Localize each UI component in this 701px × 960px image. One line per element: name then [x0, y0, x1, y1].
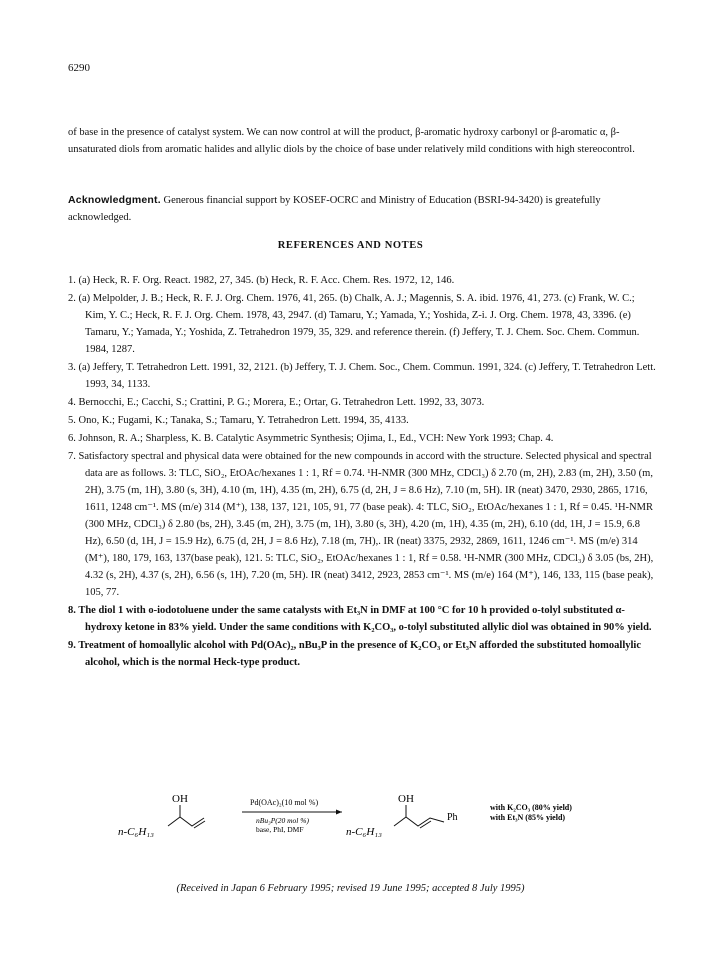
- reference-item: [68, 272, 658, 289]
- reference-number: 7.: [68, 451, 76, 462]
- product-skeleton: [394, 817, 444, 826]
- reference-text: Johnson, R. A.; Sharpless, K. B. Catalytic Asymmetric Synthesis; Ojima, I., Ed., VCH: New York 1993; Chap. 4.: [78, 433, 554, 444]
- reference-item: [68, 430, 658, 447]
- reference-number: 3.: [68, 362, 76, 373]
- page-number: 6290: [68, 62, 90, 74]
- reference-item: [68, 290, 658, 358]
- reaction-arrowhead-icon: [336, 810, 342, 815]
- reference-number: 9.: [68, 640, 76, 651]
- reference-text: (a) Melpolder, J. B.; Heck, R. F. J. Org. Chem. 1976, 41, 265. (b) Chalk, A. J.; Magennis, S. A. ibid. 1976, 41, 273. (c) Frank, W. C.; Kim, Y. C.; Heck, R. F. J. Org. Chem. 1978, 43, 2947. (d) Tamaru, Y.; Yamada, Y.; Yoshida, Z-i. J. Org. Chem. 1978, 43, 3396. (e) Tamaru, Y.; Yamada, Y.; Yoshida, Z. Tetrahedron 1979, 35, 329. and reference therein. (f) Jeffery, T. J. Chem. Soc. Chem. Commun. 1984, 1287.: [78, 293, 640, 355]
- reference-text: (a) Heck, R. F. Org. React. 1982, 27, 345. (b) Heck, R. F. Acc. Chem. Res. 1972, 12, 146.: [78, 275, 455, 286]
- reference-number: 6.: [68, 433, 76, 444]
- reactant-double-bond: [194, 821, 205, 828]
- product-chain-label: n-C₆H₁₃: [346, 826, 382, 838]
- acknowledgment-paragraph: [68, 192, 648, 226]
- reference-item: [68, 602, 658, 636]
- reference-text: Satisfactory spectral and physical data were obtained for the new compounds in accord with the structure. Selected physical and spectral data are as follows. 3: TLC, SiO₂, EtOAc/hexanes 1 : 1, Rf = 0.74. ¹H-NMR (300 MHz, CDCl₃) δ 2.70 (m, 2H), 2.83 (m, 2H), 3.50 (m, 2H), 3.75 (m, 1H), 3.80 (s, 3H), 4.10 (m, 1H), 4.35 (m, 2H), 6.75 (d, 2H, J = 8.6 Hz), 7.10 (m, 5H). IR (neat) 3470, 2930, 2865, 1716, 1611, 1248 cm⁻¹. MS (m/e) 314 (M⁺), 138, 137, 121, 105, 91, 77 (base peak). 4: TLC, SiO₂, EtOAc/hexanes 1 : 1, Rf = 0.45. ¹H-NMR (300 MHz, CDCl₃) δ 2.80 (bs, 2H), 3.45 (m, 2H), 3.75 (m, 1H), 3.80 (s, 3H), 4.20 (m, 1H), 4.35 (m, 2H), 6.10 (dd, 1H, J = 15.9, 6.8 Hz), 6.50 (d, 1H, J = 15.9 Hz), 6.75 (d, 2H, J = 8.6 Hz), 7.18 (m, 7H),. IR (neat) 3375, 2932, 2869, 1611, 1246 cm⁻¹. MS (m/e) 314 (M⁺), 180, 179, 163, 137(base peak), 121. 5: TLC, SiO₂, EtOAc/hexanes 1 : 1, Rf = 0.58. ¹H-NMR (300 MHz, CDCl₃) δ 3.05 (bs, 2H), 4.32 (s, 2H), 4.37 (s, 2H), 6.56 (s, 1H), 7.20 (m, 5H). IR (neat) 3412, 2923, 2853 cm⁻¹. MS (m/e) 164 (M⁺), 146, 133, 115 (base peak), 105, 77.: [78, 451, 654, 598]
- received-dates: (Received in Japan 6 February 1995; revised 19 June 1995; accepted 8 July 1995): [176, 883, 525, 894]
- reference-item: [68, 394, 658, 411]
- reagent-top: Pd(OAc)₂(10 mol %): [250, 798, 319, 807]
- acknowledgment-label: Acknowledgment.: [68, 194, 161, 206]
- reference-item: [68, 359, 658, 393]
- reference-text: Ono, K.; Fugami, K.; Tanaka, S.; Tamaru, Y. Tetrahedron Lett. 1994, 35, 4133.: [78, 415, 409, 426]
- condition-1: with K₂CO₃ (80% yield): [490, 803, 572, 812]
- acknowledgment-text: Generous financial support by KOSEF-OCRC and Ministry of Education (BSRI-94-3420) is greatefully acknowledged.: [68, 195, 601, 223]
- reference-text: Treatment of homoallylic alcohol with Pd(OAc)₂, nBu₃P in the presence of K₂CO₃ or Et₃N afforded the substituted homoallylic alcohol, which is the normal Heck-type product.: [78, 640, 642, 668]
- reference-number: 2.: [68, 293, 76, 304]
- reagent-bottom-2: base, PhI, DMF: [256, 825, 304, 834]
- reference-number: 1.: [68, 275, 76, 286]
- reaction-scheme: [110, 790, 630, 852]
- product-ph-label: Ph: [447, 812, 458, 823]
- reference-text: (a) Jeffery, T. Tetrahedron Lett. 1991, 32, 2121. (b) Jeffery, T. J. Chem. Soc., Chem. Commun. 1991, 324. (c) Jeffery, T. Tetrahedron Lett. 1993, 34, 1133.: [78, 362, 656, 390]
- product-double-bond: [420, 821, 431, 828]
- reference-item: [68, 448, 658, 601]
- reference-number: 8.: [68, 605, 76, 616]
- references-list: [68, 272, 658, 672]
- reference-text: The diol 1 with o-iodotoluene under the same catalysts with Et₃N in DMF at 100 °C for 10 h provided o-tolyl substituted α-hydroxy ketone in 83% yield. Under the same conditions with K₂CO₃, o-tolyl substituted allylic diol was obtained in 90% yield.: [78, 605, 652, 633]
- reference-item: [68, 637, 658, 671]
- reagent-bottom-1: nBu₃P(20 mol %): [256, 816, 310, 825]
- reactant-oh-label: OH: [172, 793, 188, 805]
- product-oh-label: OH: [398, 793, 414, 805]
- intro-paragraph: of base in the presence of catalyst system. We can now control at will the product, β-aromatic hydroxy carbonyl or β-aromatic α, β-unsaturated diols from aromatic halides and allylic diols by the choice of base under relatively mild conditions with high stereocontrol.: [68, 127, 635, 155]
- references-heading: REFERENCES AND NOTES: [277, 240, 424, 251]
- reference-text: Bernocchi, E.; Cacchi, S.; Crattini, P. G.; Morera, E.; Ortar, G. Tetrahedron Lett. 1992, 33, 3073.: [78, 397, 485, 408]
- condition-2: with Et₃N (85% yield): [490, 813, 566, 822]
- reference-item: [68, 412, 658, 429]
- reference-number: 5.: [68, 415, 76, 426]
- reference-number: 4.: [68, 397, 76, 408]
- reactant-chain-label: n-C₆H₁₃: [118, 826, 154, 838]
